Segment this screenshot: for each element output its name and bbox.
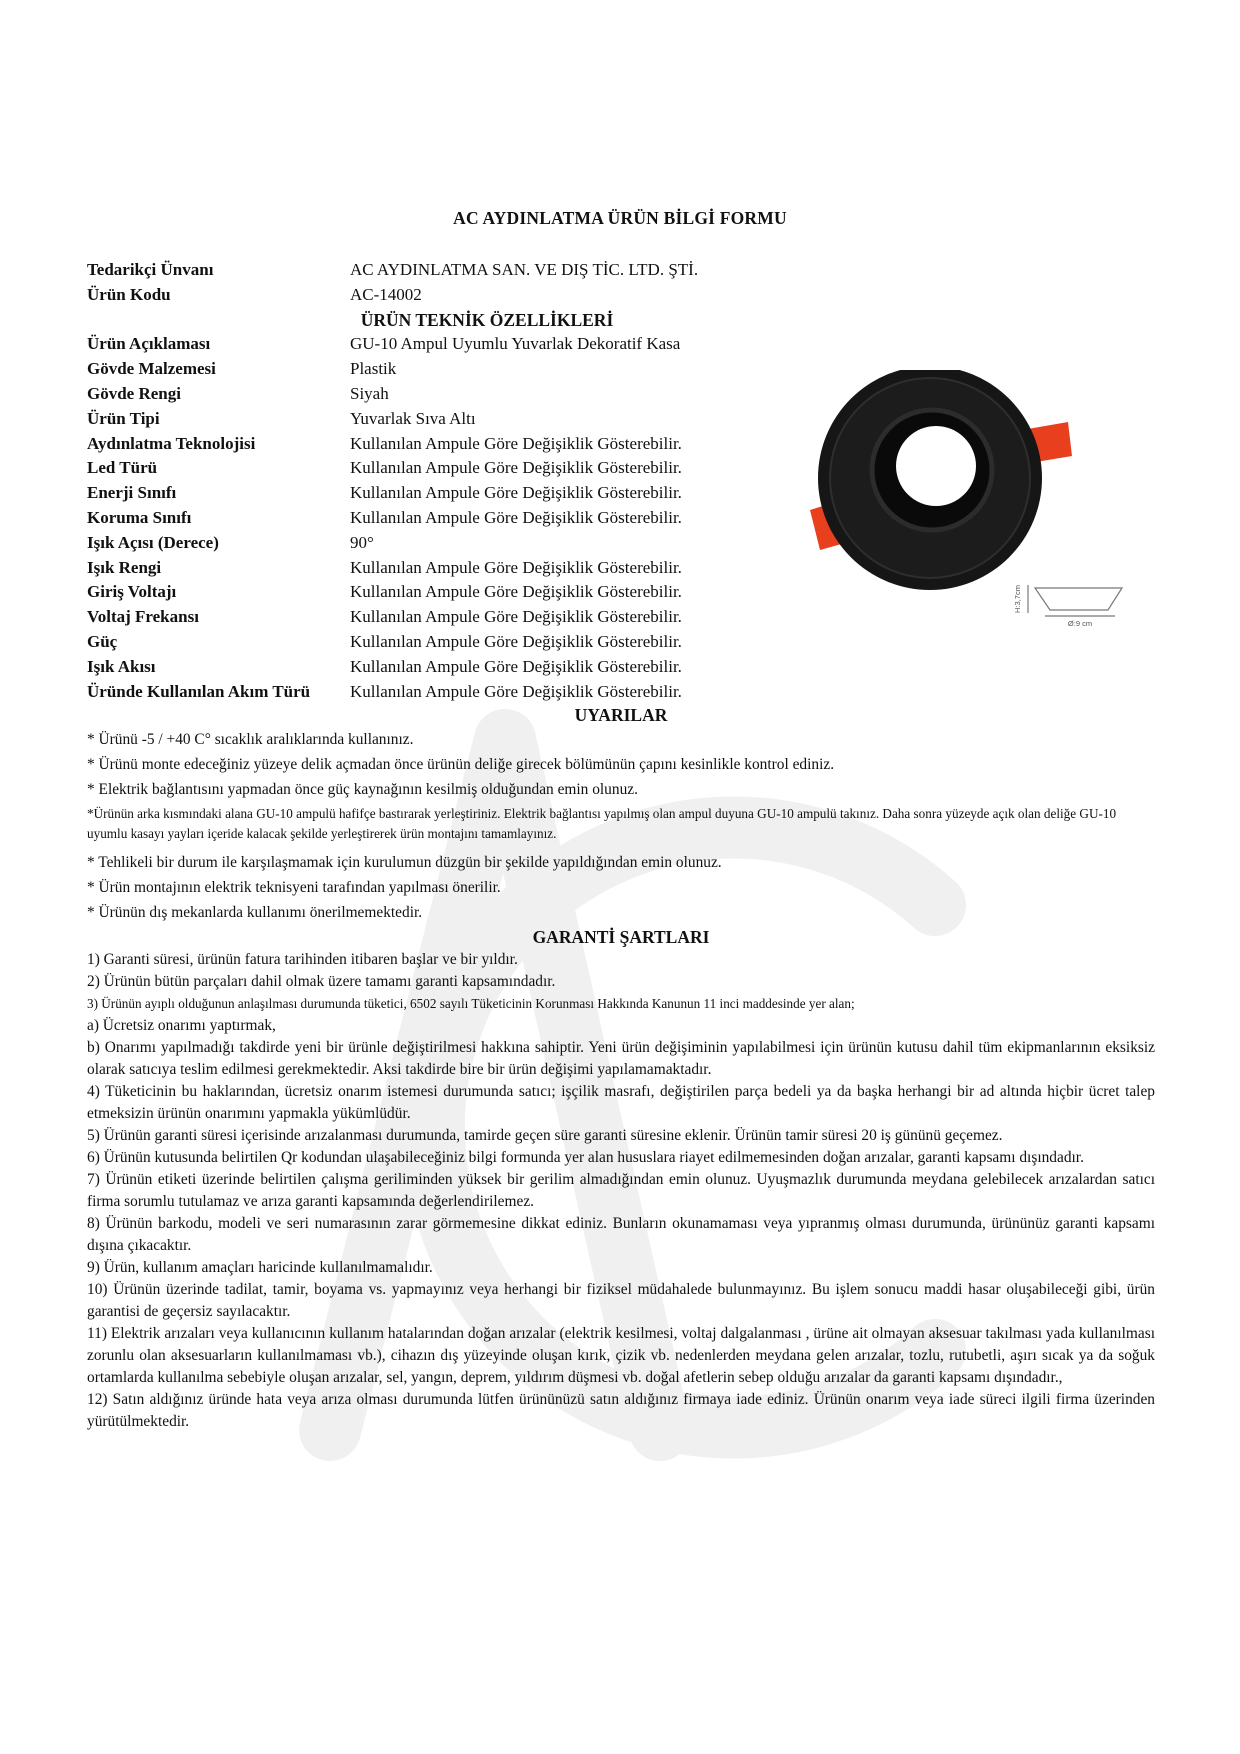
height-label: H:3,7cm <box>1013 585 1022 613</box>
warranty-item: 5) Ürünün garanti süresi içerisinde arızalanması durumunda, tamirde geçen süre garanti süresine eklenir. Ürünün tamir süresi 20 iş gününü geçemez. <box>87 1127 1003 1144</box>
spec-row <box>87 655 767 680</box>
row-value: Plastik <box>350 359 397 379</box>
warning-item: * Ürünü monte edeceğiniz yüzeye delik açmadan önce ürünün deliğe girecek bölümünün çapını kesinlikle kontrol ediniz. <box>87 756 835 773</box>
warranty-item: 3) Ürünün ayıplı olduğunun anlaşılması durumunda tüketici, 6502 sayılı Tüketicinin Korunması Hakkında Kanunun 11 inci maddesinde yer alan; <box>87 996 855 1011</box>
row-value: Kullanılan Ampule Göre Değişiklik Gösterebilir. <box>350 557 682 577</box>
row-value: GU-10 Ampul Uyumlu Yuvarlak Dekoratif Kasa <box>350 334 681 354</box>
supplier-row <box>87 258 767 283</box>
row-value: Kullanılan Ampule Göre Değişiklik Gösterebilir. <box>350 656 682 676</box>
spec-row <box>87 332 767 357</box>
row-value: Kullanılan Ampule Göre Değişiklik Gösterebilir. <box>350 458 682 478</box>
row-value: Kullanılan Ampule Göre Değişiklik Gösterebilir. <box>350 681 682 701</box>
row-label: Ürün Tipi <box>87 408 160 428</box>
spec-row <box>87 680 767 705</box>
spec-row <box>87 531 767 556</box>
warranty-item: 2) Ürünün bütün parçaları dahil olmak üzere tamamı garanti kapsamındadır. <box>87 973 556 990</box>
warning-item: * Tehlikeli bir durum ile karşılaşmamak için kurulumun düzgün bir şekilde yapıldığından emin olunuz. <box>87 854 722 871</box>
warnings-heading: UYARILAR <box>574 705 668 725</box>
spec-row <box>87 456 767 481</box>
row-label: Ürün Kodu <box>87 284 171 304</box>
row-value: Yuvarlak Sıva Altı <box>350 408 476 428</box>
row-label: Ürün Açıklaması <box>87 334 211 354</box>
row-label: Koruma Sınıfı <box>87 507 192 527</box>
spec-row <box>87 605 767 630</box>
row-label: Led Türü <box>87 458 158 478</box>
row-value: Kullanılan Ampule Göre Değişiklik Gösterebilir. <box>350 631 682 651</box>
warranty-item: 12) Satın aldığınız üründe hata veya arıza olması durumunda lütfen ürününüzü satın aldığınız firmaya iade ediniz. Ürünün onarım veya iade süreci ilgili firma üzerinden yürütülmektedir. <box>87 1391 1155 1430</box>
warranty-heading: GARANTİ ŞARTLARI <box>532 927 710 947</box>
warranty-item: 9) Ürün, kullanım amaçları haricinde kullanılmamalıdır. <box>87 1259 433 1276</box>
row-label: Gövde Rengi <box>87 383 181 403</box>
warning-item: * Elektrik bağlantısını yapmadan önce güç kaynağının kesilmiş olduğundan emin olunuz. <box>87 781 638 798</box>
warranty-section <box>87 925 1155 1433</box>
spec-row <box>87 506 767 531</box>
warranty-item: 4) Tüketicinin bu haklarından, ücretsiz onarım istemesi durumunda satıcı; işçilik masrafı, değiştirilen parça bedeli ya da başka herhangi bir ad altında hiçbir ücret talep etmeksizin ürünün onarımını yapmakla yükümlüdür. <box>87 1083 1155 1122</box>
spec-row <box>87 357 767 382</box>
row-label: Gövde Malzemesi <box>87 359 216 379</box>
warranty-item: 7) Ürünün etiketi üzerinde belirtilen çalışma geriliminden yüksek bir gerilim almadığından emin olunuz. Uyuşmazlık durumunda meydana gelebilecek arızalardan satıcı firma sorumlu tutulamaz ve arıza garanti kapsamında değerlendirilemez. <box>87 1171 1155 1210</box>
row-label: Işık Rengi <box>87 557 162 577</box>
spec-table <box>87 258 767 704</box>
spec-row <box>87 382 767 407</box>
product-code-row <box>87 283 767 308</box>
row-value: AC AYDINLATMA SAN. VE DIŞ TİC. LTD. ŞTİ. <box>350 260 699 279</box>
dimension-sketch <box>1028 585 1122 616</box>
warranty-item: 8) Ürünün barkodu, modeli ve seri numarasının zarar görmemesine dikkat ediniz. Bunların okunamaması veya yıpranmış olması durumunda, ürününüz garanti kapsamı dışına çıkacaktır. <box>87 1215 1155 1254</box>
row-value: AC-14002 <box>350 284 422 304</box>
warning-item: * Ürünün dış mekanlarda kullanımı önerilmemektedir. <box>87 904 423 921</box>
row-label: Işık Akısı <box>87 656 156 676</box>
page-title: AC AYDINLATMA ÜRÜN BİLGİ FORMU <box>453 208 787 228</box>
row-label: Üründe Kullanılan Akım Türü <box>87 681 311 701</box>
warranty-item: 6) Ürünün kutusunda belirtilen Qr kodundan ulaşabileceğiniz bilgi formunda yer alan hususlara riayet edilmemesinden doğan arızalar, garanti kapsamı dışındadır. <box>87 1149 1084 1166</box>
row-value: Kullanılan Ampule Göre Değişiklik Gösterebilir. <box>350 433 682 453</box>
product-image <box>800 370 1140 652</box>
row-label: Işık Açısı (Derece) <box>87 532 219 552</box>
warranty-item: a) Ücretsiz onarımı yaptırmak, <box>87 1017 276 1034</box>
warranty-item: 1) Garanti süresi, ürünün fatura tarihinden itibaren başlar ve bir yıldır. <box>87 951 518 968</box>
row-label: Güç <box>87 631 118 651</box>
row-value: Kullanılan Ampule Göre Değişiklik Gösterebilir. <box>350 507 682 527</box>
spec-row <box>87 556 767 581</box>
row-value: Kullanılan Ampule Göre Değişiklik Gösterebilir. <box>350 582 682 602</box>
spec-row <box>87 580 767 605</box>
row-label: Enerji Sınıfı <box>87 483 177 503</box>
warning-item: * Ürün montajının elektrik teknisyeni tarafından yapılması önerilir. <box>87 879 501 896</box>
row-label: Tedarikçi Ünvanı <box>87 260 214 279</box>
spec-row <box>87 407 767 432</box>
warranty-item: 11) Elektrik arızaları veya kullanıcının kullanım hatalarından doğan arızalar (elektrik kesilmesi, voltaj dalgalanması , ürüne ait olmayan aksesuar takılması yada kullanılması zorunlu olan aksesuarların kullanılmaması vb.), cihazın dış yüzeyinde oluşan kırık, çizik vb. nedenlerden meydana gelen arızalar, tozlu, rutubetli, aşırı sıcak ya da soğuk ortamlarda kullanılma sebebiyle oluşan arızalar, sel, yangın, deprem, yıldırım düşmesi vb. doğal afetlerin sebep olduğu arızalar da garanti kapsamı dışındadır., <box>87 1325 1155 1386</box>
spec-heading: ÜRÜN TEKNİK ÖZELLİKLERİ <box>360 309 614 330</box>
row-value: Kullanılan Ampule Göre Değişiklik Gösterebilir. <box>350 483 682 503</box>
row-label: Giriş Voltajı <box>87 582 177 602</box>
spec-row <box>87 481 767 506</box>
row-label: Aydınlatma Teknolojisi <box>87 433 256 453</box>
row-value: Kullanılan Ampule Göre Değişiklik Gösterebilir. <box>350 607 682 627</box>
row-value: 90° <box>350 532 374 552</box>
warning-item: * Ürünü -5 / +40 C° sıcaklık aralıklarında kullanınız. <box>87 731 414 748</box>
warranty-item: 10) Ürünün üzerinde tadilat, tamir, boyama vs. yapmayınız veya herhangi bir fiziksel müdahalede bulunmayınız. Bu işlem sonucu maddi hasar oluşabileceği gibi, ürün garantisi de geçersiz sayılacaktır. <box>87 1281 1155 1320</box>
diameter-label: Ø:9 cm <box>1067 619 1093 628</box>
spec-rows <box>87 332 767 704</box>
row-label: Voltaj Frekansı <box>87 607 199 627</box>
warnings-section <box>87 703 1155 925</box>
installation-note: *Ürünün arka kısmındaki alana GU-10 ampulü hafifçe bastırarak yerleştiriniz. Elektrik bağlantısı yapılmış olan ampul duyuna GU-10 ampulü takınız. Daha sonra yüzeyde açık olan deliğe GU-10 uyumlu kasayı yayları içeride kalacak şekilde yerleştirerek ürün montajını tamamlayınız. <box>87 806 1117 841</box>
spec-row <box>87 630 767 655</box>
spec-row <box>87 432 767 457</box>
warranty-item: b) Onarımı yapılmadığı takdirde yeni bir ürünle değiştirilmesi hakkına sahiptir. Yeni ürün değişiminin yapılabilmesi için ürünün kutusu dahil tüm ekipmanlarının eksiksiz olarak satıcıya teslim edilmesi gerekmektedir. Aksi takdirde bire bir ürün değişimi yapılamamaktadır. <box>87 1039 1155 1078</box>
row-value: Siyah <box>350 383 389 403</box>
